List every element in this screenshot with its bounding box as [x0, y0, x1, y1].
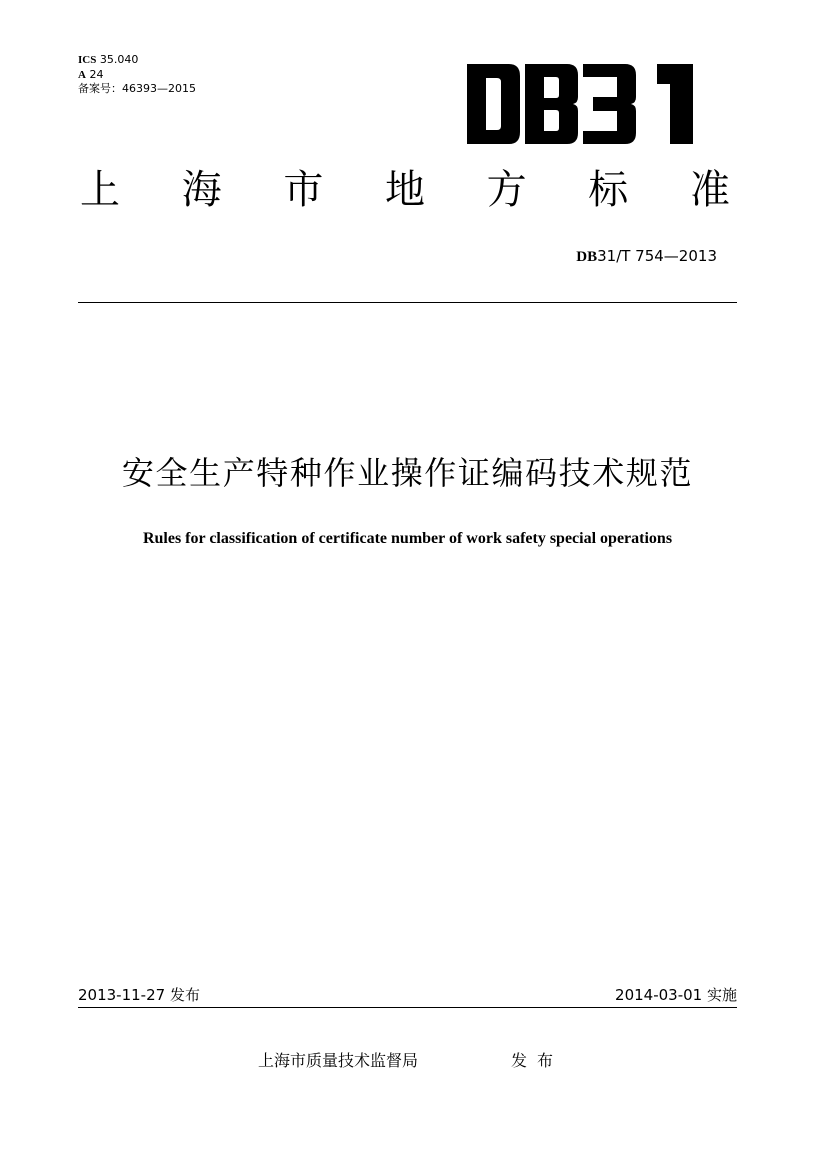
- ics-label: ICS: [78, 54, 97, 66]
- standard-number-rest: 31/T 754—2013: [597, 247, 717, 265]
- standard-category-title: [80, 162, 730, 218]
- implement-date: 2014-03-01 实施: [615, 986, 737, 1004]
- title-char: 标: [588, 167, 629, 213]
- standard-number: [576, 247, 717, 266]
- document-metadata: [78, 53, 196, 96]
- issuing-authority: 上海市质量技术监督局: [258, 1051, 419, 1070]
- title-char: 准: [689, 167, 730, 213]
- ics-value: 35.040: [99, 53, 139, 66]
- document-title: 安全生产特种作业操作证编码技术规范: [121, 454, 694, 492]
- publish-date: 2013-11-27 发布: [78, 986, 200, 1004]
- class-value: 24: [89, 67, 104, 81]
- title-char: 上: [80, 167, 120, 213]
- issued-label: 发布: [511, 1051, 564, 1070]
- db31-logo: [467, 64, 693, 144]
- header-divider: [78, 302, 737, 303]
- document-subtitle: Rules for classification of certificate number of work safety special operations: [142, 530, 673, 547]
- title-char: 市: [283, 167, 324, 213]
- title-char: 方: [486, 167, 527, 213]
- title-char: 海: [181, 167, 222, 213]
- title-char: 地: [384, 167, 425, 213]
- standard-number-prefix: DB: [576, 249, 598, 265]
- class-line: [78, 68, 196, 83]
- footer-divider: [78, 1007, 737, 1008]
- ics-line: [78, 53, 196, 68]
- class-label: A: [78, 68, 86, 81]
- record-number: 备案号：46393—2015: [78, 82, 196, 95]
